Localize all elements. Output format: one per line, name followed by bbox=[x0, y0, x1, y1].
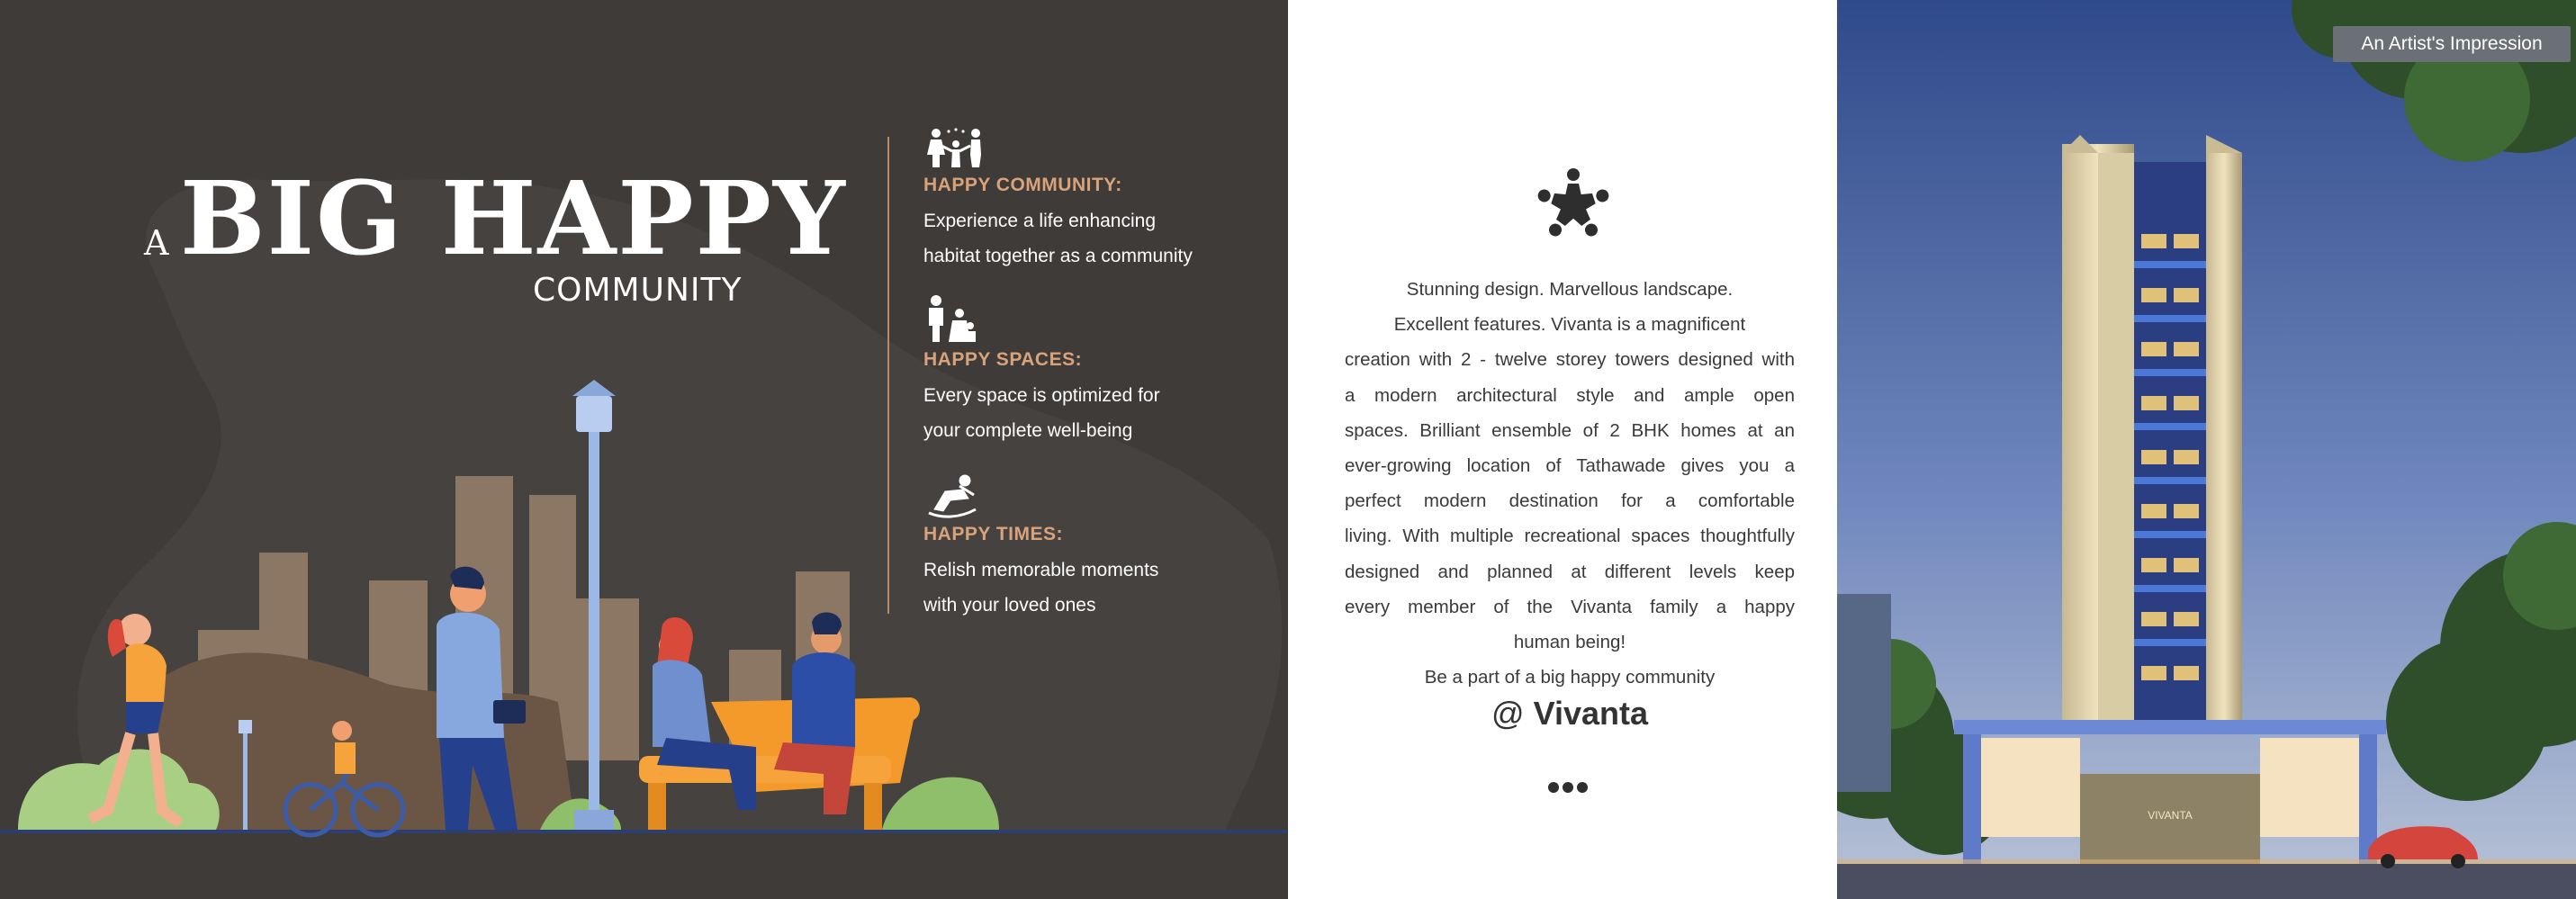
brand-name: Vivanta bbox=[1533, 695, 1648, 732]
project-description bbox=[1345, 272, 1795, 695]
brand-tagline bbox=[1345, 695, 1795, 733]
feature-line: your complete well-being bbox=[923, 420, 1133, 441]
description-line: spaces. Brilliant ensemble of 2 BHK homes at an bbox=[1345, 419, 1795, 441]
building-render bbox=[1837, 0, 2576, 899]
description-line: a modern architectural style and ample open bbox=[1345, 384, 1795, 406]
feature-divider bbox=[887, 137, 889, 614]
headline-sub: COMMUNITY bbox=[533, 272, 743, 309]
description-line: Stunning design. Marvellous landscape. bbox=[1406, 279, 1734, 300]
brand-prefix: @ bbox=[1491, 695, 1525, 732]
building-illustration bbox=[1837, 0, 2576, 899]
feature-line: Experience a life enhancing bbox=[923, 211, 1157, 231]
description-line: human being! bbox=[1513, 632, 1626, 653]
headline-prefix: A bbox=[144, 223, 169, 263]
feature-happy-times bbox=[923, 473, 1288, 623]
description-line: designed and planned at different levels keep bbox=[1345, 561, 1795, 582]
mother-child-icon bbox=[923, 293, 979, 344]
family-icon bbox=[923, 126, 988, 169]
pagination-dots bbox=[1548, 781, 1591, 794]
feature-line: habitat together as a community bbox=[923, 246, 1193, 266]
feature-line: Relish memorable moments bbox=[923, 560, 1159, 580]
artist-impression-badge: An Artist's Impression bbox=[2333, 26, 2571, 62]
feature-happy-spaces bbox=[923, 293, 1288, 448]
feature-heading: HAPPY TIMES: bbox=[923, 524, 1063, 544]
description-line: perfect modern destination for a comfortable bbox=[1345, 490, 1795, 512]
feature-heading: HAPPY COMMUNITY: bbox=[923, 175, 1122, 195]
headline-main: BIG HAPPY bbox=[180, 160, 847, 278]
feature-heading: HAPPY SPACES: bbox=[923, 349, 1083, 370]
community-logo-icon bbox=[1530, 162, 1617, 248]
rocking-chair-icon bbox=[923, 473, 979, 518]
description-line: every member of the Vivanta family a happy bbox=[1345, 596, 1795, 617]
description-line: Be a part of a big happy community bbox=[1424, 667, 1716, 688]
feature-line: Every space is optimized for bbox=[923, 385, 1160, 406]
description-line: creation with 2 - twelve storey towers designed with bbox=[1345, 349, 1795, 371]
description-line: living. With multiple recreational spaces thoughtfully bbox=[1345, 526, 1795, 547]
description-line: ever-growing location of Tathawade gives you a bbox=[1345, 455, 1795, 477]
description-line: Excellent features. Vivanta is a magnificent bbox=[1393, 314, 1746, 336]
feature-line: with your loved ones bbox=[923, 595, 1096, 616]
feature-happy-community bbox=[923, 126, 1288, 274]
building-sign: VIVANTA bbox=[2148, 809, 2193, 822]
